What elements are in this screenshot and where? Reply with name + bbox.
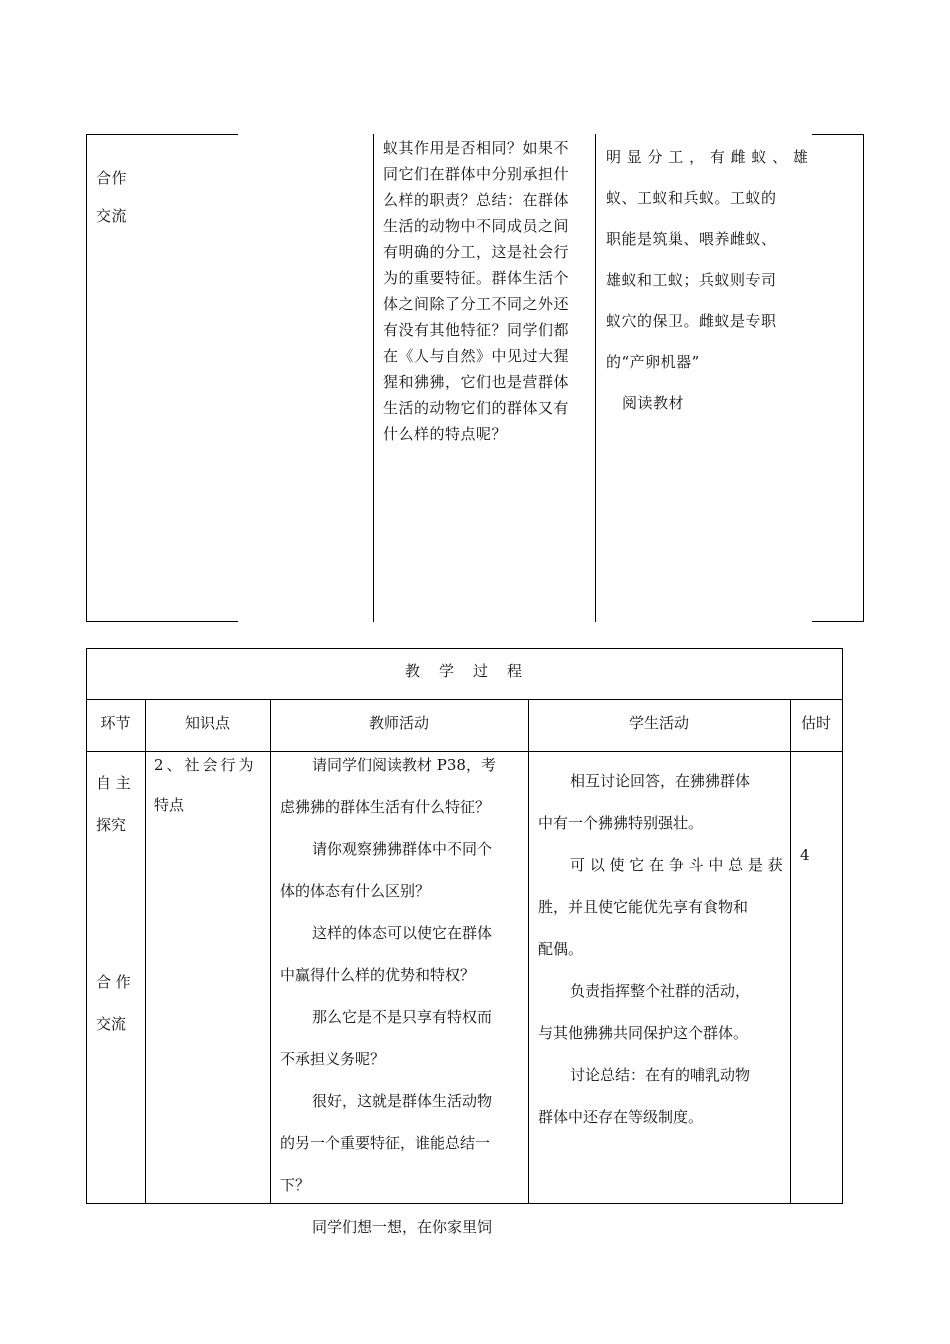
- header-section: 环节: [100, 714, 131, 732]
- text-line: 蚁、工蚁和兵蚁。工蚁的: [606, 189, 777, 207]
- table1-divider-3: [595, 134, 596, 622]
- text-line: 讨论总结：在有的哺乳动物: [570, 1066, 751, 1084]
- table2-right-border: [842, 648, 843, 1204]
- table1-bottom-left-edge: [86, 621, 238, 622]
- table1-left-border: [86, 134, 87, 622]
- text-line: 下？: [280, 1176, 311, 1194]
- text-line: 相互讨论回答，在狒狒群体: [570, 772, 751, 790]
- section-line-4: 交流: [96, 1015, 127, 1033]
- time-estimate: 4: [800, 846, 810, 864]
- text-line: 同学们想一想，在你家里饲: [312, 1218, 493, 1236]
- student-activity: [538, 760, 786, 1138]
- text-line: 中有一个狒狒特别强壮。: [538, 814, 704, 832]
- text-line: 那么它是不是只享有特权而: [312, 1008, 493, 1026]
- section-line-2: 交流: [96, 207, 128, 225]
- header-time: 估时: [800, 714, 831, 732]
- text-line: 体的体态有什么区别？: [280, 882, 431, 900]
- section-line-1: 自 主: [96, 774, 131, 792]
- text-line: 什么样的特点呢？: [383, 425, 508, 443]
- table1-teacher-activity: [383, 135, 589, 447]
- teacher-activity: [280, 744, 524, 1248]
- section-line-1: 合作: [96, 169, 128, 187]
- text-line: 与其他狒狒共同保护这个群体。: [538, 1024, 749, 1042]
- text-line: 的“产卵机器”: [606, 353, 700, 371]
- text-line: 明 显 分 工 ， 有 雌 蚁 、 雄: [606, 148, 809, 166]
- text-line: 虑狒狒的群体生活有什么特征？: [280, 798, 491, 816]
- knowledge-line-1: 2、社会行为: [154, 756, 257, 774]
- text-line: 体之间除了分工不同之外还: [383, 295, 570, 313]
- text-line: 阅读教材: [622, 394, 685, 412]
- text-line: 在《人与自然》中见过大猩: [383, 347, 570, 365]
- table2-title: 教 学 过 程: [404, 662, 524, 680]
- text-line: 这样的体态可以使它在群体: [312, 924, 493, 942]
- header-teacher: 教师活动: [368, 714, 429, 732]
- text-line: 请你观察狒狒群体中不同个: [312, 840, 493, 858]
- text-line: 配偶。: [538, 940, 584, 958]
- text-line: 生活的动物它们的群体又有: [383, 399, 570, 417]
- text-line: 中赢得什么样的优势和特权？: [280, 966, 476, 984]
- header-student: 学生活动: [628, 714, 689, 732]
- section-line-3: 合 作: [96, 973, 131, 991]
- header-knowledge: 知识点: [184, 714, 230, 732]
- text-line: 请同学们阅读教材 P38，考: [312, 756, 496, 774]
- table1-student-activity: [606, 137, 856, 424]
- table1-top-left-edge: [86, 134, 238, 135]
- knowledge-point: [154, 752, 257, 818]
- text-line: 为的重要特征。群体生活个: [383, 269, 570, 287]
- table1-top-right-edge: [812, 134, 864, 135]
- text-line: 有没有其他特征？同学们都: [383, 321, 570, 339]
- text-line: 么样的职责？总结：在群体: [383, 191, 570, 209]
- table2-col-divider-4: [790, 699, 791, 1204]
- table1-right-border: [863, 134, 864, 622]
- row-section-label: [96, 770, 131, 838]
- text-line: 的另一个重要特征，谁能总结一: [280, 1134, 491, 1152]
- section-line-2: 探究: [96, 816, 127, 834]
- text-line: 同它们在群体中分别承担什: [383, 165, 570, 183]
- text-line: 很好，这就是群体生活动物: [312, 1092, 493, 1110]
- text-line: 可 以 使 它 在 争 斗 中 总 是 获: [570, 856, 783, 874]
- table1-section-label: [96, 159, 127, 235]
- table1-bottom-right-edge: [812, 621, 864, 622]
- table2-col-divider-2: [270, 699, 271, 1204]
- text-line: 雄蚁和工蚁；兵蚁则专司: [606, 271, 777, 289]
- text-line: 负责指挥整个社群的活动，: [570, 982, 751, 1000]
- text-line: 蚁其作用是否相同？如果不: [383, 139, 570, 157]
- table2-col-divider-1: [145, 699, 146, 1204]
- text-line: 猩和狒狒，它们也是营群体: [383, 373, 570, 391]
- text-line: 蚁穴的保卫。雌蚁是专职: [606, 312, 777, 330]
- row-section-label-2: [96, 969, 131, 1037]
- text-line: 胜，并且使它能优先享有食物和: [538, 898, 749, 916]
- text-line: 群体中还存在等级制度。: [538, 1108, 704, 1126]
- text-line: 有明确的分工，这是社会行: [383, 243, 570, 261]
- text-line: 职能是筑巢、喂养雌蚁、: [606, 230, 777, 248]
- text-line: 生活的动物中不同成员之间: [383, 217, 570, 235]
- table2-title-divider: [86, 699, 843, 700]
- knowledge-line-2: 特点: [154, 796, 185, 814]
- table1-divider-2: [373, 134, 374, 622]
- table2-top-border: [86, 648, 843, 649]
- text-line: 不承担义务呢？: [280, 1050, 386, 1068]
- table2-col-divider-3: [528, 699, 529, 1204]
